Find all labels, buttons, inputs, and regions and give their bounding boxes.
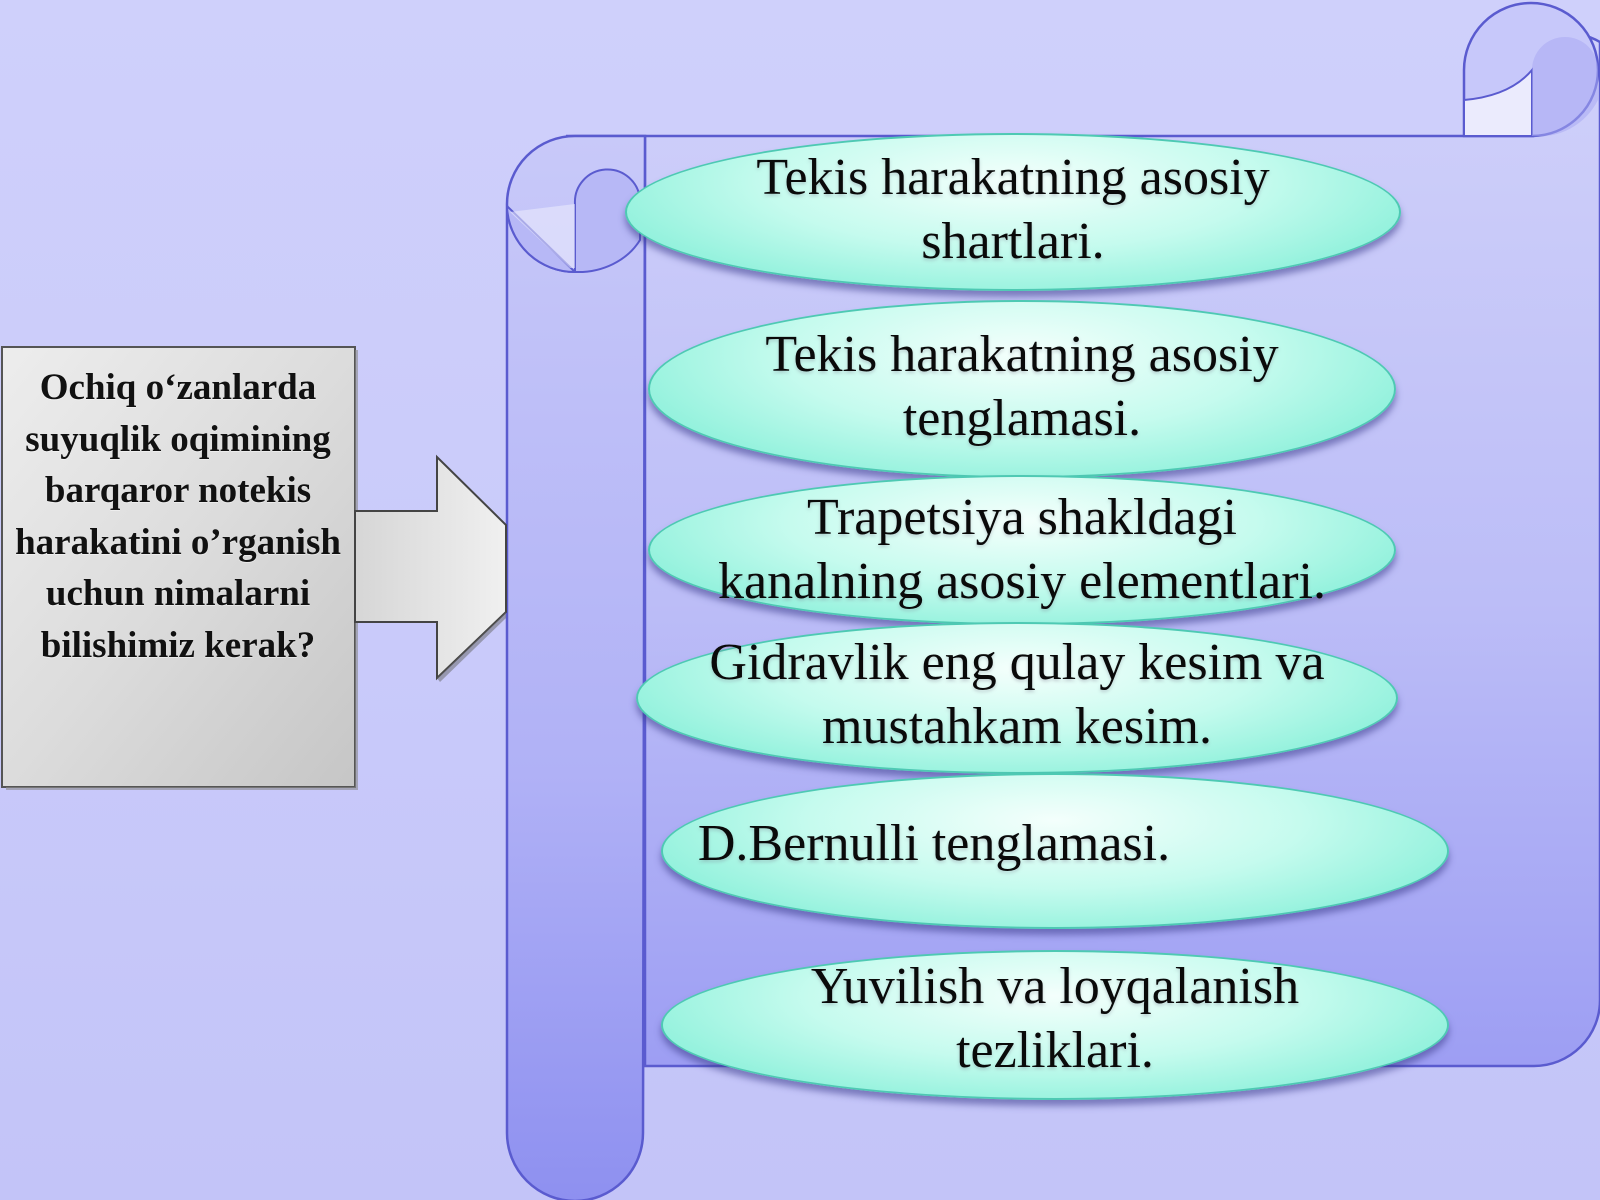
topic-label: Tekis harakatning asosiy tenglamasi.: [765, 326, 1279, 447]
topic-item: [625, 133, 1401, 291]
scroll-left-roll: [507, 136, 645, 1200]
topic-label: Gidravlik eng qulay kesim va mustahkam kesim.: [709, 634, 1325, 755]
topic-item: [661, 950, 1449, 1100]
callout-arrow: [355, 457, 506, 678]
topic-label: Yuvilish va loyqalanish tezliklari.: [810, 958, 1300, 1079]
question-text: Ochiq o‘zanlarda suyuqlik oqimining barqaror notekis harakatini o’rganish uchun nimalarni bilishimiz kerak?: [15, 367, 341, 666]
topic-item: [648, 475, 1396, 625]
topic-label: Tekis harakatning asosiy shartlari.: [756, 149, 1270, 270]
topic-label: D.Bernulli tenglamasi.: [697, 815, 1171, 872]
topic-item: [636, 622, 1398, 774]
topic-label: Trapetsiya shakldagi kanalning asosiy elementlari.: [718, 489, 1326, 610]
topic-item: [661, 773, 1449, 929]
topic-item: [648, 300, 1396, 478]
